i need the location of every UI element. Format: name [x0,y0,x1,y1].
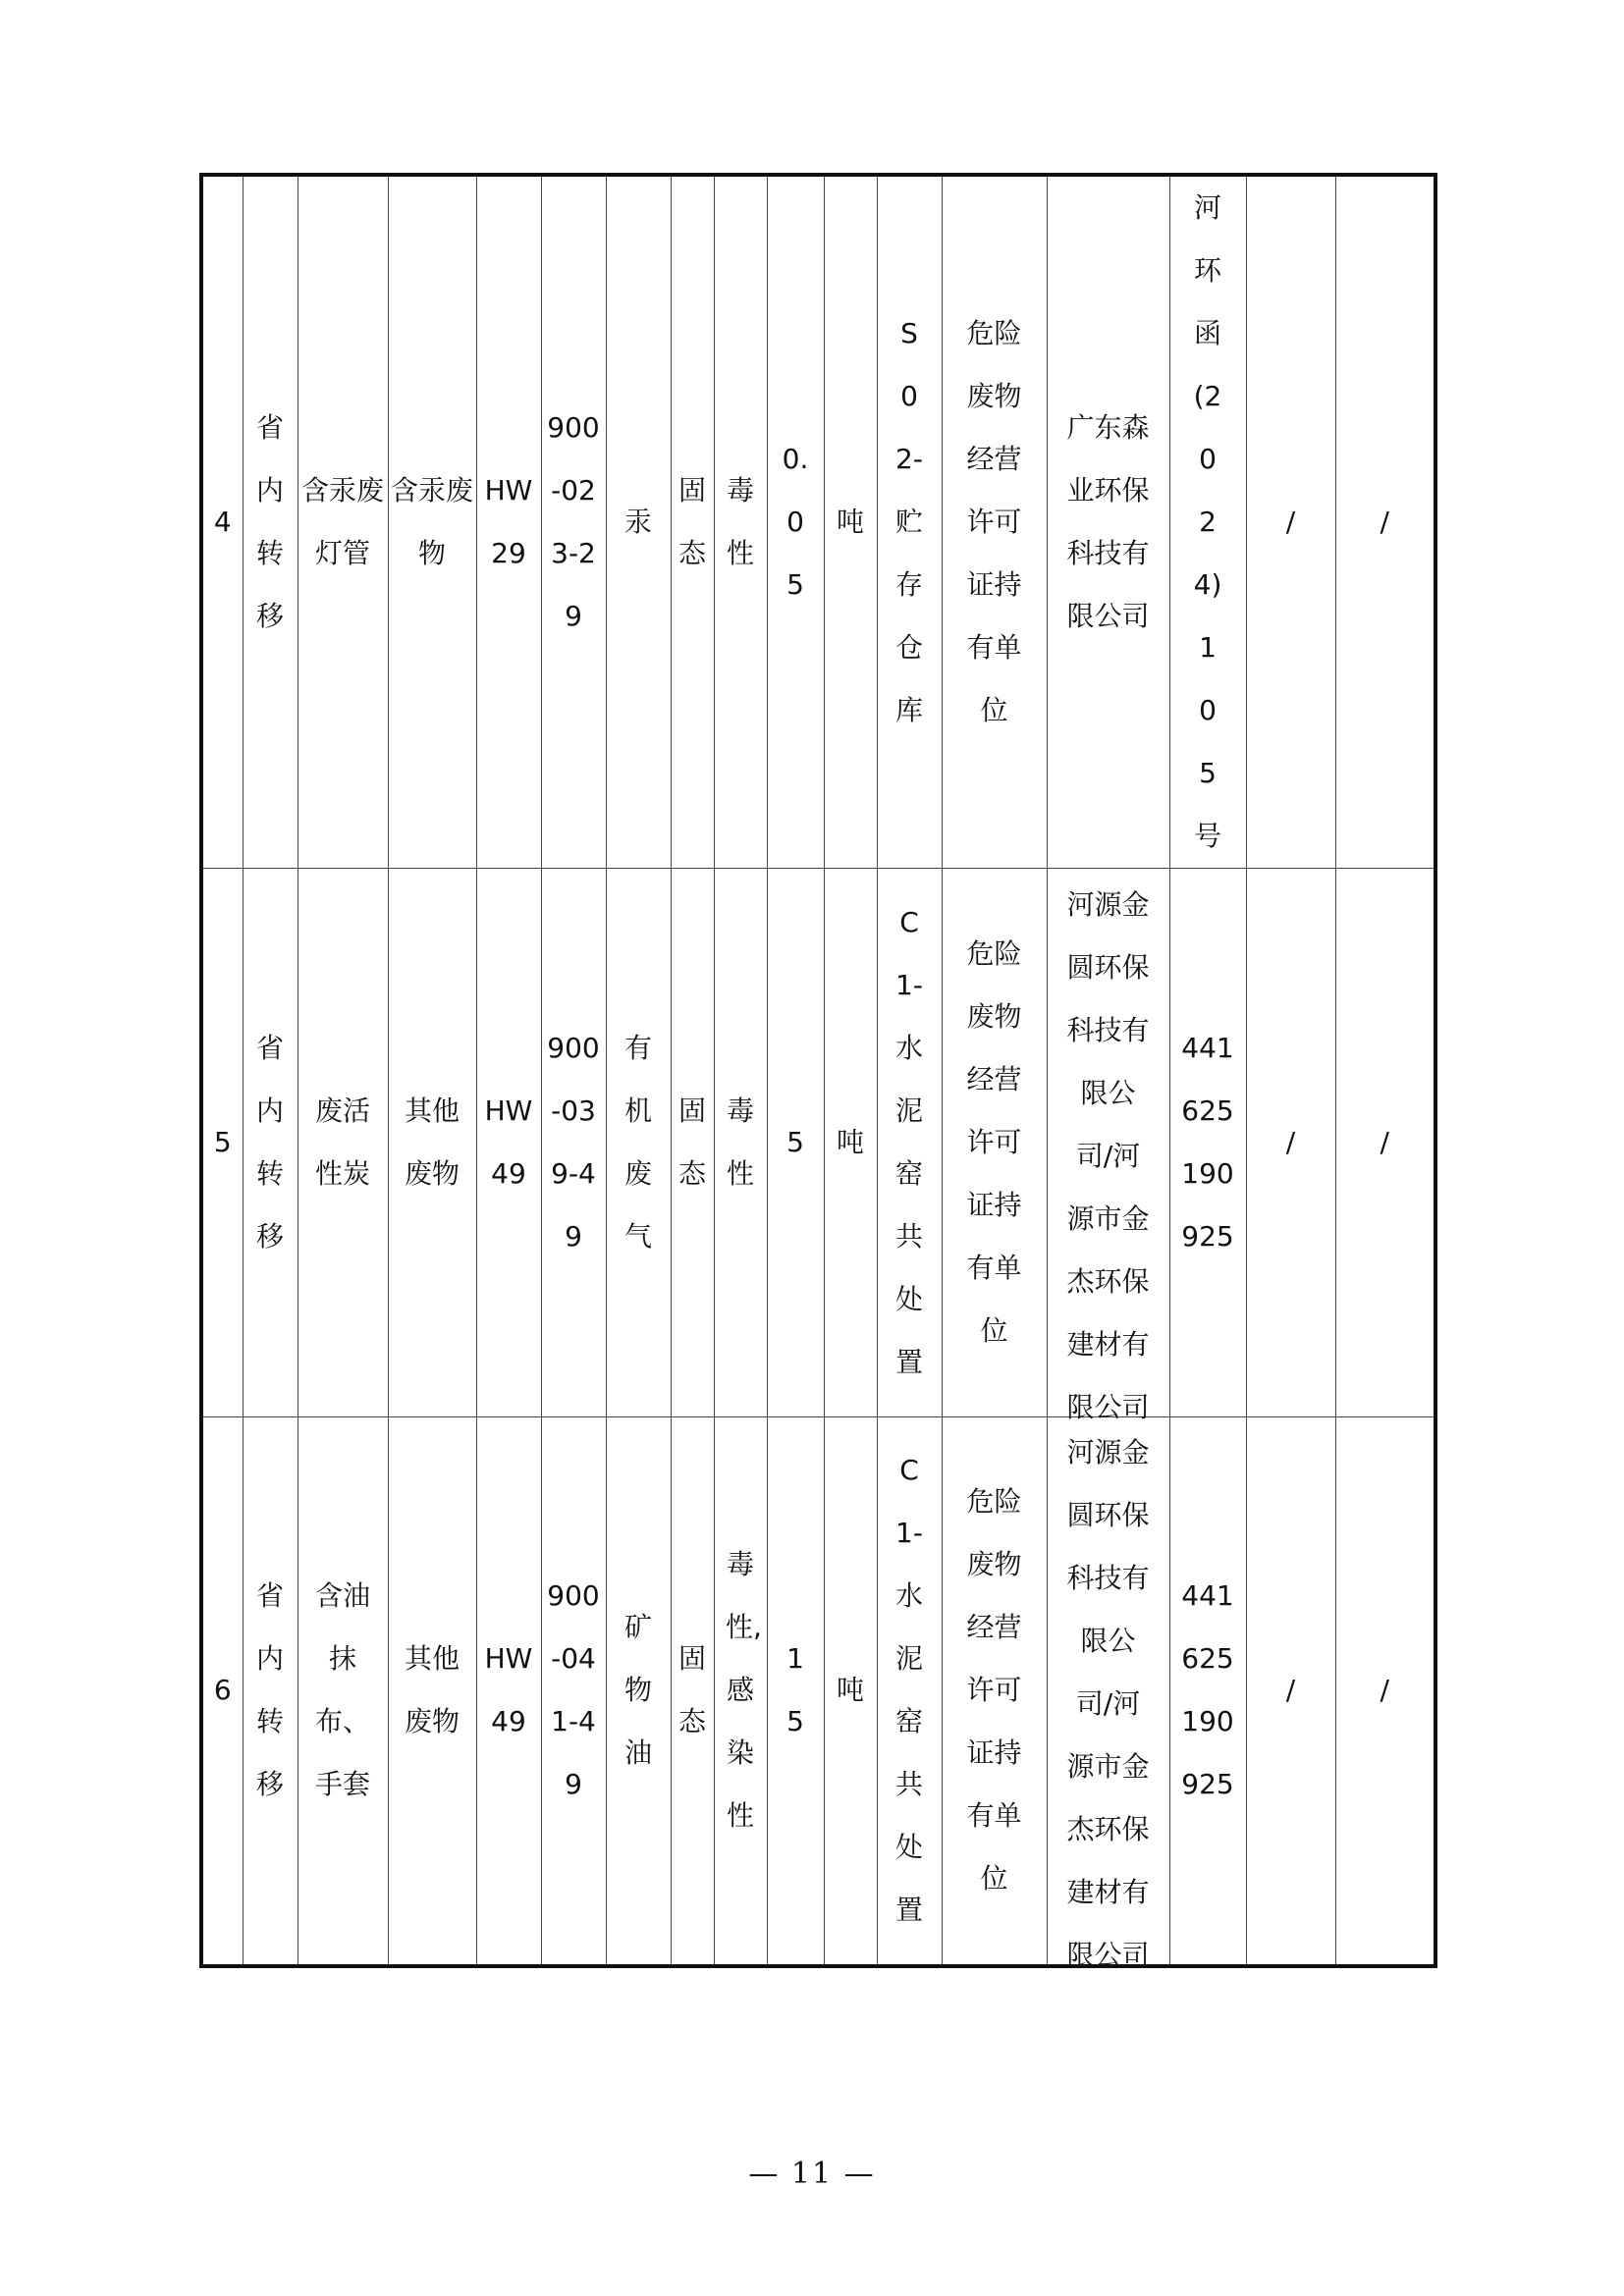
receiver-name: 河源金圆环保科技有限公司/河源市金杰环保建材有限公司 [1047,1417,1169,1966]
class-code: HW49 [476,869,541,1417]
row-number: 6 [201,1417,243,1966]
waste-name: 废活性炭 [298,869,388,1417]
unit: 吨 [824,175,877,869]
hazardous-waste-table [199,173,1437,1972]
unit: 吨 [824,1417,877,1966]
waste-name: 含油抹布、手套 [298,1417,388,1966]
waste-code: 900-023-29 [541,175,606,869]
quantity: 5 [767,869,824,1417]
permit-number: 河环函(2024)105号 [1169,175,1246,869]
page-number: — 11 — [748,2157,876,2191]
slash-cell: / [1335,175,1435,869]
receiver-type: 危险废物经营许可证持有单位 [942,1417,1047,1966]
quantity: 0.05 [767,175,824,869]
hazard-component: 汞 [606,175,671,869]
table-row [201,869,1435,1417]
receiver-type: 危险废物经营许可证持有单位 [942,869,1047,1417]
waste-code: 900-039-49 [541,869,606,1417]
receiver-name: 广东森业环保科技有限公司 [1047,175,1169,869]
hazard-component: 有机废气 [606,869,671,1417]
hazard-component: 矿物油 [606,1417,671,1966]
unit: 吨 [824,869,877,1417]
table-row [201,1417,1435,1966]
receiver-name: 河源金圆环保科技有限公司/河源市金杰环保建材有限公司 [1047,869,1169,1417]
storage-location: S02-贮存仓库 [877,175,942,869]
waste-code: 900-041-49 [541,1417,606,1966]
hazard-property: 毒性,感染性 [714,1417,767,1966]
class-code: HW49 [476,1417,541,1966]
waste-name: 含汞废灯管 [298,175,388,869]
slash-cell: / [1335,1417,1435,1966]
hazard-property: 毒性 [714,175,767,869]
slash-cell: / [1246,175,1335,869]
permit-number: 441625190925 [1169,869,1246,1417]
slash-cell: / [1246,869,1335,1417]
hazard-property: 毒性 [714,869,767,1417]
transfer-type: 省内转移 [243,1417,298,1966]
row-number: 4 [201,175,243,869]
slash-cell: / [1246,1417,1335,1966]
table-row [201,175,1435,869]
physical-form: 固态 [671,1417,714,1966]
transfer-type: 省内转移 [243,175,298,869]
storage-location: C1-水泥窑共处置 [877,1417,942,1966]
transfer-type: 省内转移 [243,869,298,1417]
slash-cell: / [1335,869,1435,1417]
quantity: 15 [767,1417,824,1966]
waste-category: 含汞废物 [388,175,476,869]
physical-form: 固态 [671,869,714,1417]
receiver-type: 危险废物经营许可证持有单位 [942,175,1047,869]
physical-form: 固态 [671,175,714,869]
permit-number: 441625190925 [1169,1417,1246,1966]
row-number: 5 [201,869,243,1417]
class-code: HW29 [476,175,541,869]
waste-category: 其他废物 [388,869,476,1417]
waste-category: 其他废物 [388,1417,476,1966]
storage-location: C1-水泥窑共处置 [877,869,942,1417]
